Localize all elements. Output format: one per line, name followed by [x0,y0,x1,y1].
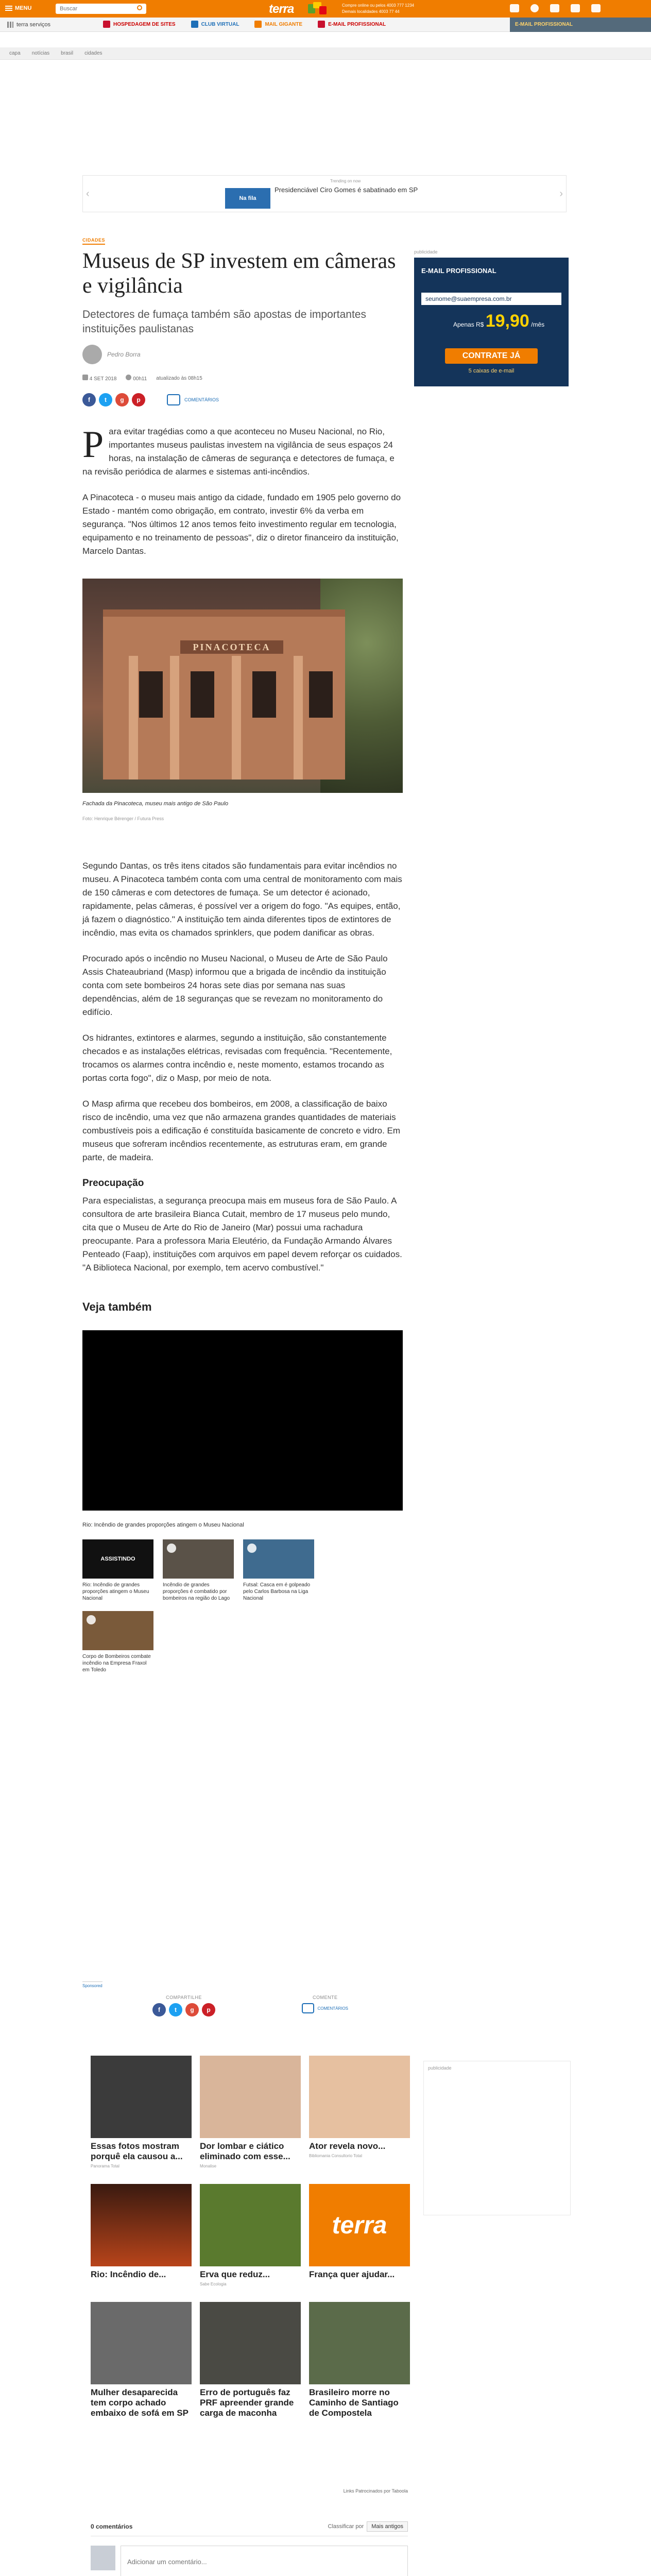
ad-header: E-MAIL PROFISSIONAL [421,267,496,275]
author-line [82,345,403,364]
video-card[interactable] [82,1539,153,1602]
mail-icon[interactable] [550,4,559,12]
service-mail-gigante[interactable] [254,21,302,28]
taboola-links[interactable]: Links Patrocinados por Taboola [343,2488,408,2494]
video-title: Futsal: Casca em é golpeado pelo Carlos Barbosa na Liga Nacional [243,1582,311,1601]
video-card[interactable] [82,1611,153,1673]
author-name[interactable]: Pedro Borra [107,351,141,358]
feed-image [91,2056,192,2138]
email-pro-ad[interactable] [414,258,569,386]
service-label: HOSPEDAGEM DE SITES [113,21,176,27]
ad-email: seunome@suaempresa.com.br [421,293,561,305]
feed-title: Dor lombar e ciático eliminado com esse... [200,2141,290,2161]
related-title: Veja também [82,1300,152,1313]
grid-icon [7,22,13,28]
comments-count-label: COMENTÁRIOS [317,2006,348,2011]
search-icon[interactable] [137,5,142,10]
video-thumb [163,1539,234,1579]
video-player[interactable] [82,1330,403,1511]
article-body [82,425,403,1275]
ad-price-value: 19,90 [485,311,529,331]
play-icon [247,1544,256,1553]
feed-title: Essas fotos mostram porquê ela causou a... [91,2141,183,2161]
promo-text: E-MAIL PROFISSIONAL [515,22,573,27]
services-bar [0,18,651,32]
feed-card[interactable] [200,2056,301,2168]
author-avatar [82,345,102,364]
top-icons [510,4,601,12]
google-plus-icon[interactable]: g [185,2003,199,2016]
bottom-sidebar-ad[interactable] [423,2061,571,2215]
services-items [103,21,386,28]
feed-card[interactable] [200,2184,301,2286]
feed-image [91,2302,192,2384]
mail-gigante-icon [254,21,262,28]
ad-price-suffix: /mês [531,321,545,328]
calendar-icon [82,375,88,380]
clock-icon [126,375,131,380]
share-bar [82,393,403,406]
trending-tag: Trending on now [330,179,361,183]
comments-count: 0 comentários [91,2523,133,2530]
feed-title: Ator revela novo... [309,2141,386,2151]
club-icon [191,21,198,28]
feed-card[interactable] [309,2302,410,2418]
feed-card[interactable] [200,2302,301,2418]
chevron-left-icon[interactable]: ‹ [86,188,90,199]
facebook-icon[interactable]: f [82,393,96,406]
search-input[interactable] [56,4,146,14]
video-title: Incêndio de grandes proporções é combatido por bombeiros na região do Lago [163,1582,230,1601]
ad-price [453,311,544,331]
service-club[interactable] [191,21,239,28]
article-updated: atualizado às 08h15 [156,375,202,381]
video-thumb: ASSISTINDO [82,1539,153,1579]
ad-cta-button[interactable]: CONTRATE JÁ [445,348,538,364]
photo-credit: Foto: Henrique Bérenger / Futura Press [82,816,164,821]
hamburger-icon [5,6,12,11]
sponsored-tag[interactable]: Sponsored [82,1981,102,1988]
top-bar [0,0,651,18]
comment-bubble-icon [302,2003,314,2013]
services-label-text: terra serviços [16,22,51,28]
photo-sign: PINACOTECA [180,640,283,654]
play-icon [87,1615,96,1624]
feed-image [200,2184,301,2266]
phone-line-1: Compre online ou pelos 4003 777 1234 [342,3,415,8]
feed-image [309,2302,410,2384]
trending-title[interactable]: Presidenciável Ciro Gomes é sabatinado em SP [275,186,418,194]
video-title: Corpo de Bombeiros combate incêndio na Empresa Fraxol em Toledo [82,1654,151,1673]
feed-card[interactable] [91,2056,192,2168]
paragraph: Segundo Dantas, os três itens citados são fundamentais para evitar incêndios no museu. A Pinacoteca também conta com uma central de monitoramento com mais de 150 câmeras e com detectores de fumaça. Se um detector é acionado, rapidamente, pelas câmeras, é possível ver a origem do fogo. "As equipes, então, já fazem o diagnóstico." A instituição tem ainda diferentes tipos de extintores de incêndio, mas evita os chamados sprinklers, que podem danificar as obras. [82,861,402,938]
feed-title: Erro de português faz PRF apreender grande carga de maconha [200,2387,294,2418]
service-hosting[interactable] [103,21,176,28]
sponsored-feed [91,2056,410,2418]
feed-image-terra-logo: terra [309,2184,410,2266]
services-label[interactable] [7,22,50,28]
service-label: CLUB VIRTUAL [201,21,239,27]
comment-bubble-icon [167,394,180,405]
article-date: 4 SET 2018 [89,376,117,382]
phone-info [342,3,414,15]
service-label: MAIL GIGANTE [265,21,303,27]
facebook-icon[interactable]: f [152,2003,166,2016]
breadcrumb-item[interactable]: cidades [84,50,102,56]
paragraph [82,425,403,479]
video-thumb [243,1539,314,1579]
section-subhead: Preocupação [82,1178,144,1189]
ad-price-prefix: Apenas R$ [453,321,484,328]
paragraph: Procurado após o incêndio no Museu Nacional, o Museu de Arte de São Paulo Assis Chateaubriand (Masp) informou que a brigada de incêndio da instituição conta com sete bombeiros 24 horas sete dias por semana nas suas dependências, além de 18 seguranças que se revezam no monitoramento do edifício. [82,954,388,1017]
comments-label: COMENTÁRIOS [184,397,219,402]
offer-badge-icon[interactable] [308,2,329,15]
photo-caption: Fachada da Pinacoteca, museu mais antigo de São Paulo [82,801,229,807]
pinterest-icon[interactable]: p [202,2003,215,2016]
comments-link[interactable] [302,2003,348,2013]
promo-banner[interactable] [510,18,651,32]
feed-image [200,2056,301,2138]
twitter-icon[interactable]: t [169,2003,182,2016]
share-group [152,1995,215,2016]
breadcrumb-item[interactable]: brasil [61,50,74,56]
feed-image [309,2056,410,2138]
commenter-avatar [91,2546,115,2570]
video-card[interactable] [243,1539,314,1602]
ad-trial: 5 caixas de e-mail [468,368,515,374]
article-time: 00h11 [133,376,147,382]
feed-title: Erva que reduz... [200,2269,270,2279]
sort-select[interactable]: Mais antigos [367,2521,408,2532]
feed-source: Bibliomania Consultorio Total [309,2154,363,2158]
article-meta [82,375,403,382]
feed-title: Brasileiro morre no Caminho de Santiago de Compostela [309,2387,399,2418]
email-pro-icon [318,21,325,28]
video-thumb [82,1611,153,1650]
menu-button[interactable] [5,5,31,11]
ad-label: publicidade [428,2065,452,2071]
user-icon[interactable] [530,4,539,12]
comment-label: COMENTE [312,1995,338,2000]
comment-input[interactable] [121,2546,408,2576]
paragraph: O Masp afirma que recebeu dos bombeiros, em 2008, a classificação de baixo risco de incêndio, uma vez que não armazena grandes quantidades de materiais combustíveis pois a edificação é constituída basicamente de concreto e vidro. Em museus que sofreram incêndios recentemente, as estruturas eram, em grande parte, de madeira. [82,1099,401,1162]
trending-thumb[interactable]: Na fila [225,188,270,209]
hosting-icon [103,21,110,28]
ad-label: publicidade [414,249,438,255]
comment-group [302,1995,348,2016]
chevron-right-icon[interactable]: › [559,188,563,199]
feed-title: Rio: Incêndio de... [91,2269,166,2279]
comments-sort [328,2521,408,2532]
comments-link[interactable] [167,394,219,405]
feed-card[interactable] [91,2184,192,2286]
feed-card[interactable] [91,2302,192,2418]
feed-image [91,2184,192,2266]
service-email-pro[interactable] [318,21,386,28]
feed-card[interactable] [309,2184,410,2286]
share-label: COMPARTILHE [166,1995,202,2000]
pinterest-icon[interactable]: p [132,393,145,406]
play-icon [167,1544,176,1553]
comments-section [91,2521,408,2576]
video-list [82,1539,403,1673]
twitter-icon[interactable]: t [99,393,112,406]
article-photo[interactable] [82,579,403,793]
bottom-share [152,1995,348,2016]
breadcrumb-item[interactable]: notícias [31,50,50,56]
feed-source: Panorama Total [91,2164,119,2168]
apps-icon[interactable] [571,4,580,12]
feed-title: França quer ajudar... [309,2269,395,2279]
menu-label: MENU [15,5,32,11]
paragraph-text: ara evitar tragédias como a que aconteceu no Museu Nacional, no Rio, importantes museus paulistas investem na vigilância de seus espaços 24 horas, na instalação de câmeras de segurança e detectores de fumaça, e na revisão periódica de alarmes e sistemas anti-incêndios. [82,427,395,477]
chat-icon[interactable] [510,4,519,12]
paragraph: Os hidrantes, extintores e alarmes, segundo a instituição, são constantemente checados e as instalações elétricas, revisadas com frequência. "Recentemente, trocamos os alarmes contra incêndio e, neste momento, estamos trocando as portas corta fogo", diz o Masp, por meio de nota. [82,1033,392,1083]
dropcap: P [82,423,104,466]
breadcrumb [0,47,651,60]
breadcrumb-item[interactable]: capa [9,50,21,56]
article-kicker[interactable]: CIDADES [82,238,105,245]
feed-source: Sabe Ecologia [200,2282,227,2286]
video-caption: Rio: Incêndio de grandes proporções atingem o Museu Nacional [82,1522,244,1528]
terra-logo[interactable]: terra [269,2,294,16]
feed-source: Monalise [200,2164,217,2168]
paragraph: Para especialistas, a segurança preocupa mais em museus fora de São Paulo. A consultora de arte brasileira Bianca Cutait, membro de 17 museus pelo mundo, cita que o Museu de Arte do Rio de Janeiro (Mar) possui uma rachadura preocupante. Para a professora Maria Eleutério, da Fundação Armando Álvares Penteado (Faap), instituições com arquivos em papel devem reforçar os cuidados. "A Biblioteca Nacional, por exemplo, tem acervo combustível." [82,1196,402,1273]
tv-icon[interactable] [591,4,601,12]
article-headline: Museus de SP investem em câmeras e vigilância [82,249,396,298]
article-deck: Detectores de fumaça também são apostas de importantes instituições paulistanas [82,309,366,335]
feed-image [200,2302,301,2384]
feed-card[interactable] [309,2056,410,2168]
paragraph: A Pinacoteca - o museu mais antigo da cidade, fundado em 1905 pelo governo do Estado - mantém como obrigação, em contrato, investir 6% da verba em segurança. "Nos últimos 12 anos temos feito investimento regular em tecnologia, equipamento e no treinamento de pessoas", diz o diretor financeiro da instituição, Marcelo Dantas. [82,493,401,556]
service-label: E-MAIL PROFISSIONAL [328,21,386,27]
video-card[interactable] [163,1539,234,1602]
sidebar-ad [414,249,569,386]
feed-title: Mulher desaparecida tem corpo achado embaixo de sofá em SP [91,2387,189,2418]
phone-line-2: Demais localidades 4003 77 44 [342,9,400,14]
trending-carousel [82,175,567,212]
sort-label: Classificar por [328,2523,364,2530]
video-title: Rio: Incêndio de grandes proporções atingem o Museu Nacional [82,1582,149,1601]
google-plus-icon[interactable]: g [115,393,129,406]
article [82,235,403,1673]
